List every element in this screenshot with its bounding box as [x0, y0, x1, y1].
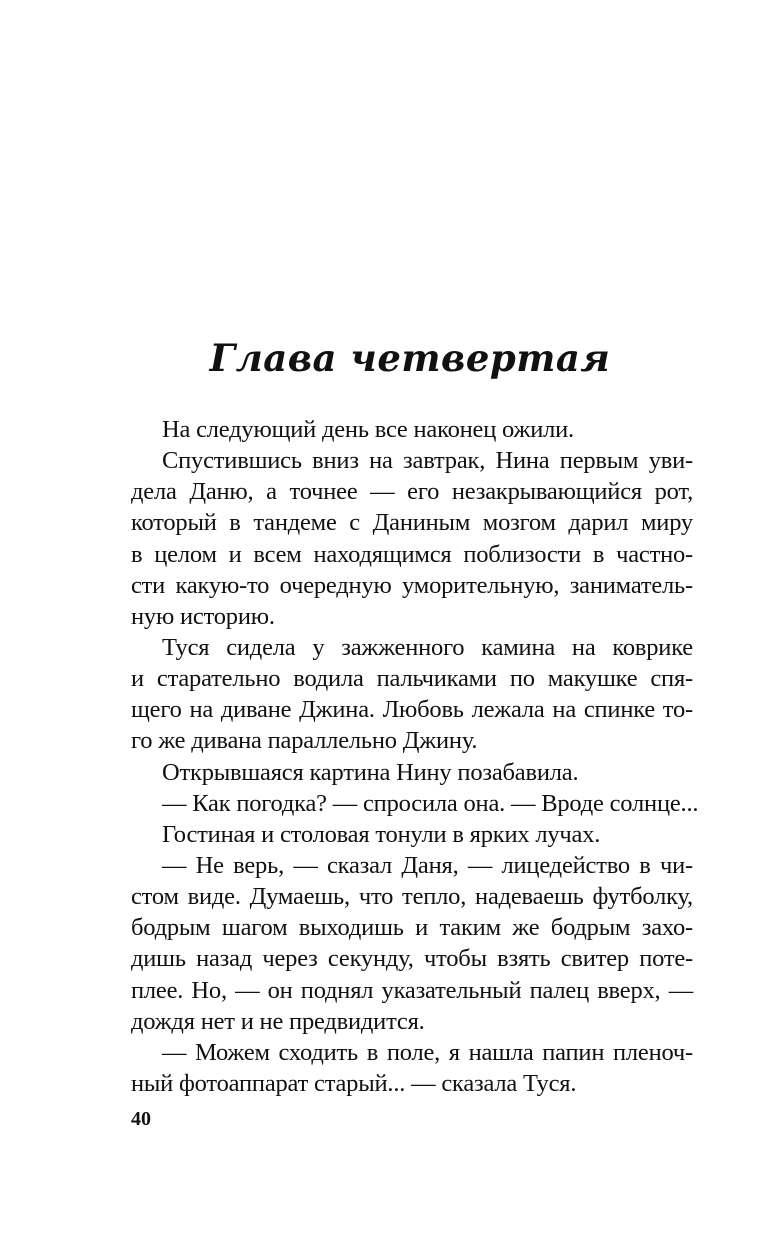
text-line: дела Даню, а точнее — его незакрывающийся рот,	[131, 478, 693, 506]
text-line: — Не верь, — сказал Даня, — лицедейство в чи-	[162, 851, 693, 879]
text-line: бодрым шагом выходишь и таким же бодрым захо-	[131, 914, 693, 942]
text-line: Спустившись вниз на завтрак, Нина первым уви-	[162, 447, 693, 475]
text-line: Открывшаяся картина Нину позабавила.	[162, 758, 579, 786]
paragraph	[131, 445, 693, 632]
text-line: в целом и всем находящимся поблизости в частно-	[131, 540, 693, 568]
text-line: щего на диване Джина. Любовь лежала на спинке то-	[131, 696, 693, 724]
text-line: ный фотоаппарат старый... — сказала Туся.	[131, 1069, 577, 1097]
text-line: сти какую-то очередную уморительную, заниматель-	[131, 571, 693, 599]
page-number: 40	[131, 1108, 151, 1130]
text-line: го же дивана параллельно Джину.	[131, 727, 478, 755]
text-line: Туся сидела у зажженного камина на коврике	[162, 633, 693, 661]
text-line: — Можем сходить в поле, я нашла папин пленоч-	[162, 1038, 693, 1066]
text-line: который в тандеме с Даниным мозгом дарил миру	[131, 509, 693, 537]
text-line: и старательно водила пальчиками по макушке спя-	[131, 665, 693, 693]
paragraph	[131, 788, 699, 819]
text-line: ную историю.	[131, 602, 275, 630]
text-line: дождя нет и не предвидится.	[131, 1007, 425, 1035]
text-line: дишь назад через секунду, чтобы взять свитер поте-	[131, 945, 693, 973]
text-line: На следующий день все наконец ожили.	[162, 416, 574, 443]
text-line: Гостиная и столовая тонули в ярких лучах.	[162, 820, 601, 848]
paragraph	[131, 1037, 693, 1099]
chapter-title: Глава четвертая	[209, 336, 611, 380]
text-line: — Как погодка? — спросила она. — Вроде солнце...	[162, 789, 699, 817]
paragraph	[131, 850, 693, 1037]
paragraph	[131, 757, 693, 788]
text-line: плее. Но, — он поднял указательный палец вверх, —	[131, 976, 693, 1004]
chapter-body	[131, 414, 699, 1099]
text-line: стом виде. Думаешь, что тепло, надеваешь футболку,	[131, 883, 693, 911]
paragraph	[131, 819, 693, 850]
paragraph	[131, 632, 693, 757]
paragraph	[131, 414, 693, 445]
